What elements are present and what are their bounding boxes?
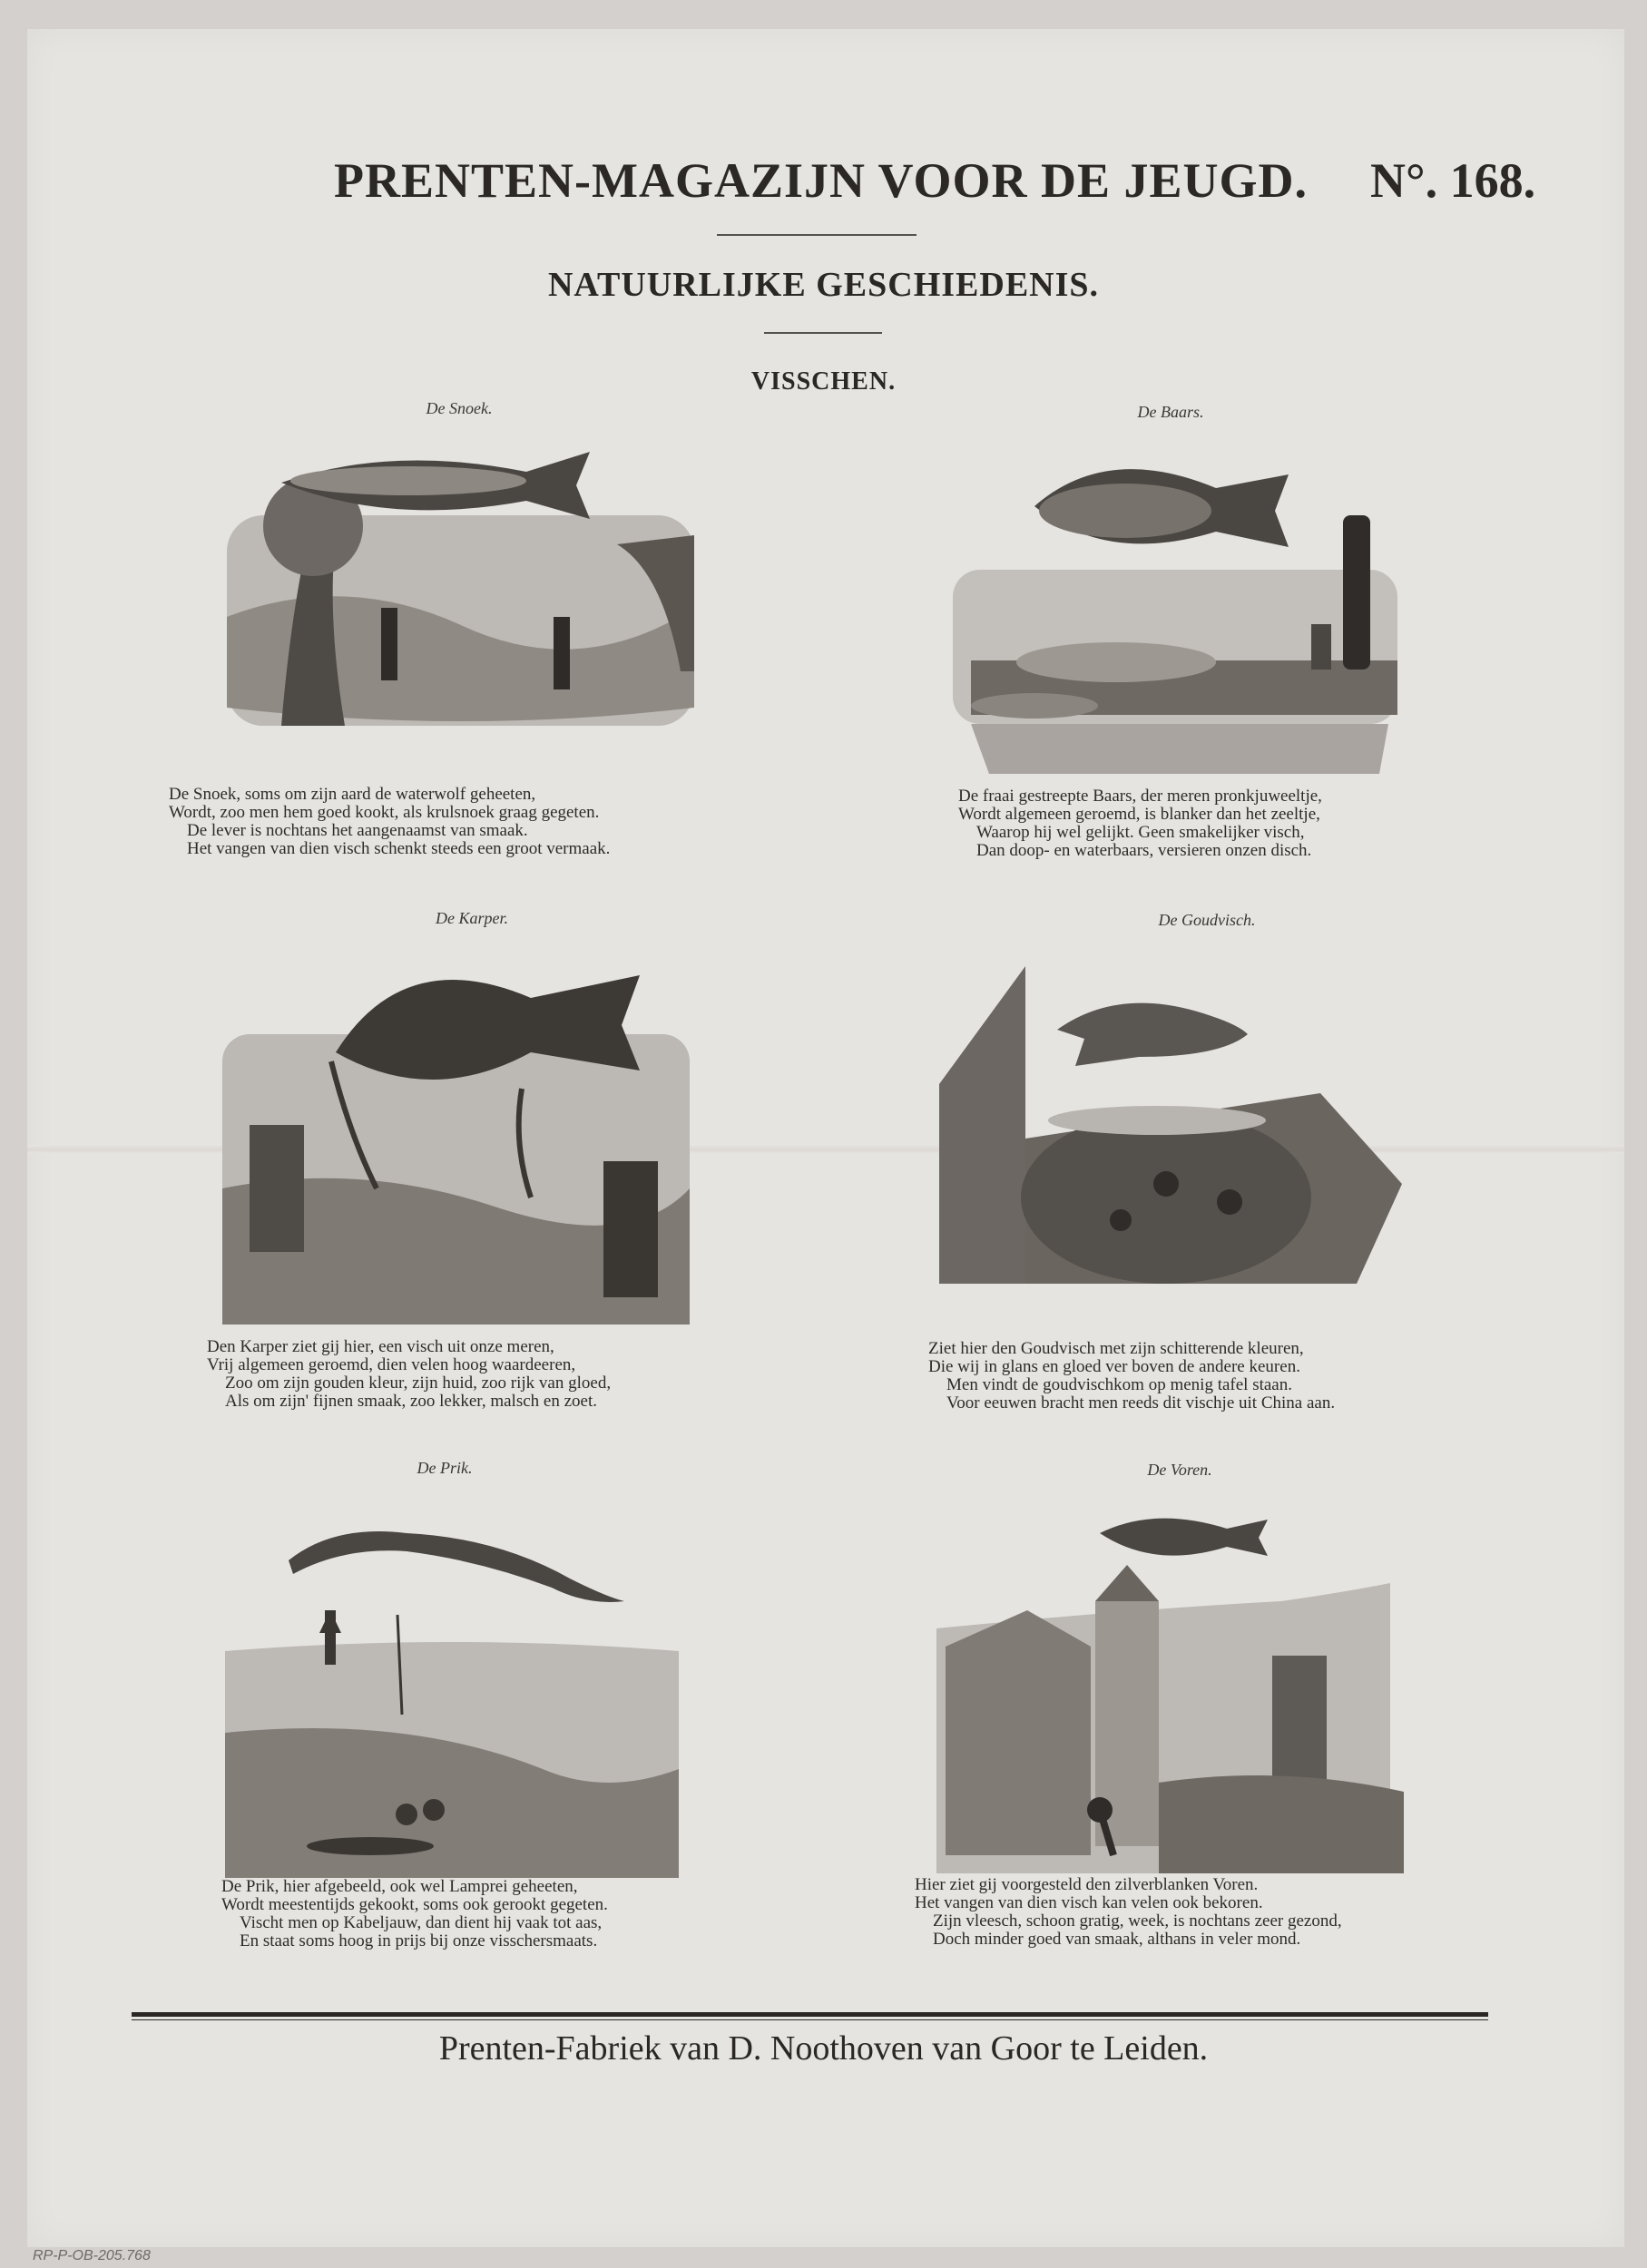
verse-prik [221,1878,608,1950]
verse-line: En staat soms hoog in prijs bij onze visschersmaats. [240,1931,598,1950]
caption-baars: De Baars. [1137,403,1204,421]
subtitle-divider [764,332,882,334]
verse-line: Wordt, zoo men hem goed kookt, als krulsnoek graag gegeten. [169,803,600,822]
verse-line: Vischt men op Kabeljauw, dan dient hij vaak tot aas, [240,1913,603,1932]
caption-snoek: De Snoek. [426,399,493,417]
sheet-number: N°. 168. [1370,153,1536,208]
caption-voren: De Voren. [1147,1461,1212,1479]
verse-line: Doch minder goed van smaak, althans in veler mond. [933,1930,1301,1949]
footer-rule-thin [132,2019,1488,2020]
verse-line: Waarop hij wel gelijkt. Geen smakelijker visch, [976,823,1305,842]
verse-line: De Snoek, soms om zijn aard de waterwolf geheeten, [169,785,536,804]
verse-baars [958,787,1322,860]
caption-goudvisch: De Goudvisch. [1158,911,1256,929]
verse-line: Men vindt de goudvischkom op menig tafel staan. [946,1375,1292,1394]
verse-line: Den Karper ziet gij hier, een visch uit onze meren, [207,1337,554,1356]
carp-engraving [222,953,690,1325]
verse-line: Wordt algemeen geroemd, is blanker dan het zeeltje, [958,805,1320,824]
roach-engraving [936,1510,1404,1873]
verse-line: Dan doop- en waterbaars, versieren onzen disch. [976,841,1312,860]
verse-line: Wordt meestentijds gekookt, soms ook gerookt gegeten. [221,1895,608,1914]
publisher-line: Prenten-Fabriek van D. Noothoven van Goor te Leiden. [438,2029,1209,2068]
verse-goudvisch [928,1340,1335,1413]
title-divider [717,234,917,236]
pike-engraving [227,435,694,726]
verse-karper [207,1338,611,1411]
goldfish-engraving [939,966,1402,1293]
verse-line: Als om zijn' fijnen smaak, zoo lekker, malsch en zoet. [225,1392,597,1411]
verse-line: De fraai gestreepte Baars, der meren pronkjuweeltje, [958,787,1322,806]
collection-inscription: RP-P-OB-205.768 [33,2248,151,2263]
verse-line: Die wij in glans en gloed ver boven de andere keuren. [928,1357,1300,1376]
verse-line: Vrij algemeen geroemd, dien velen hoog waardeeren, [207,1355,576,1374]
perch-engraving [953,434,1397,774]
page-title: PRENTEN-MAGAZIJN VOOR DE JEUGD. [334,153,1308,208]
footer-rule-thick [132,2012,1488,2017]
verse-line: Het vangen van dien visch kan velen ook bekoren. [915,1893,1263,1912]
verse-line: Ziet hier den Goudvisch met zijn schitterende kleuren, [928,1339,1304,1358]
section-heading: VISSCHEN. [750,367,897,396]
verse-voren [915,1876,1342,1949]
verse-line: Voor eeuwen bracht men reeds dit vischje uit China aan. [946,1393,1336,1413]
lamprey-engraving [225,1497,679,1878]
verse-snoek [169,786,610,858]
verse-line: Zijn vleesch, schoon gratig, week, is nochtans zeer gezond, [933,1911,1342,1931]
verse-line: De Prik, hier afgebeeld, ook wel Lamprei geheeten, [221,1877,578,1896]
verse-line: Het vangen van dien visch schenkt steeds een groot vermaak. [187,839,611,858]
caption-prik: De Prik. [417,1459,473,1477]
subtitle: NATUURLIJKE GESCHIEDENIS. [547,266,1100,304]
verse-line: Zoo om zijn gouden kleur, zijn huid, zoo rijk van gloed, [225,1374,612,1393]
verse-line: De lever is nochtans het aangenaamst van smaak. [187,821,528,840]
caption-karper: De Karper. [436,909,508,927]
verse-line: Hier ziet gij voorgesteld den zilverblanken Voren. [915,1875,1259,1894]
